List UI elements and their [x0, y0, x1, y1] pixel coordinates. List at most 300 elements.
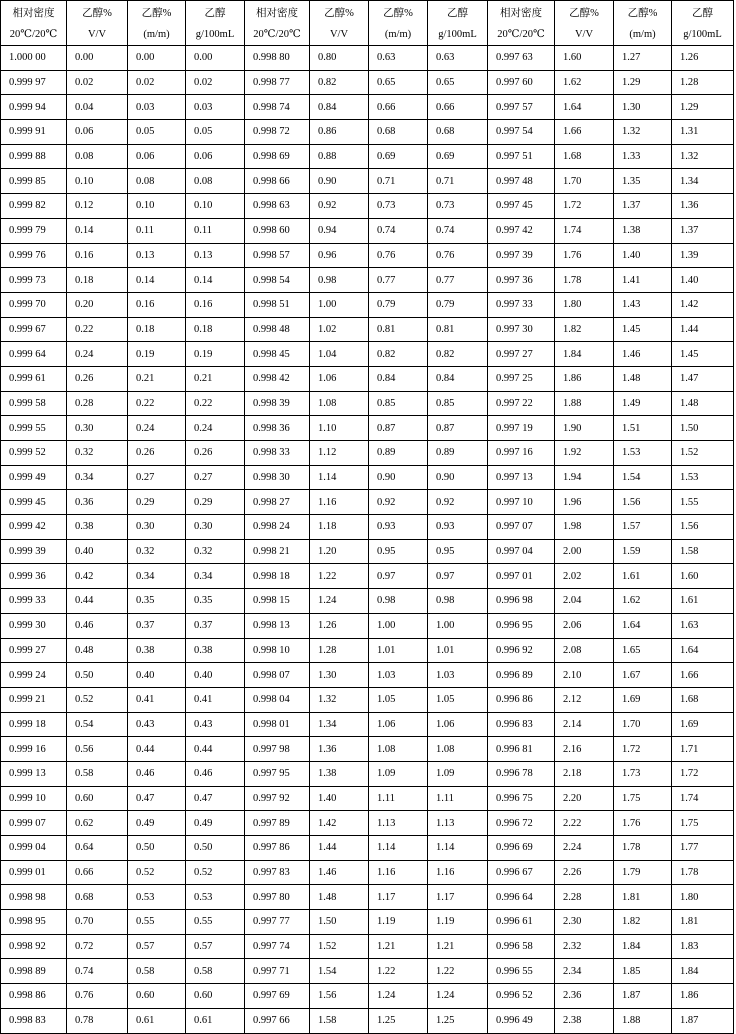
- table-cell: 1.69: [672, 712, 734, 737]
- table-cell: 0.996 81: [488, 737, 555, 762]
- table-cell: 0.20: [67, 292, 128, 317]
- table-row: [1, 366, 734, 391]
- table-cell: 1.80: [555, 292, 614, 317]
- table-row: [1, 95, 734, 120]
- table-cell: 2.30: [555, 910, 614, 935]
- table-cell: 1.94: [555, 465, 614, 490]
- table-cell: 0.29: [128, 490, 186, 515]
- table-cell: 0.999 30: [1, 613, 67, 638]
- table-row: [1, 292, 734, 317]
- column-header-unit: (m/m): [128, 23, 186, 46]
- table-cell: 0.52: [67, 687, 128, 712]
- table-cell: 0.996 72: [488, 811, 555, 836]
- table-row: [1, 243, 734, 268]
- table-cell: 0.64: [67, 836, 128, 861]
- table-cell: 0.997 60: [488, 70, 555, 95]
- table-cell: 1.11: [428, 786, 488, 811]
- table-cell: 1.84: [614, 934, 672, 959]
- table-cell: 1.06: [369, 712, 428, 737]
- table-cell: 1.30: [614, 95, 672, 120]
- table-cell: 0.999 27: [1, 638, 67, 663]
- table-cell: 0.999 55: [1, 416, 67, 441]
- table-row: [1, 70, 734, 95]
- table-cell: 1.19: [369, 910, 428, 935]
- table-cell: 1.63: [672, 613, 734, 638]
- header-row-bottom: [1, 23, 734, 46]
- table-row: [1, 342, 734, 367]
- table-cell: 0.997 04: [488, 539, 555, 564]
- table-cell: 0.35: [186, 589, 245, 614]
- table-cell: 1.68: [672, 687, 734, 712]
- table-cell: 1.14: [369, 836, 428, 861]
- table-cell: 0.996 52: [488, 984, 555, 1009]
- table-cell: 0.998 66: [245, 169, 310, 194]
- table-cell: 0.08: [186, 169, 245, 194]
- table-cell: 0.37: [186, 613, 245, 638]
- table-cell: 0.26: [67, 366, 128, 391]
- table-cell: 1.84: [672, 959, 734, 984]
- table-cell: 0.66: [67, 860, 128, 885]
- table-cell: 1.28: [310, 638, 369, 663]
- table-cell: 0.82: [369, 342, 428, 367]
- column-header: 乙醇: [186, 1, 245, 24]
- table-cell: 0.10: [128, 194, 186, 219]
- table-row: [1, 218, 734, 243]
- table-cell: 0.999 49: [1, 465, 67, 490]
- table-row: [1, 515, 734, 540]
- table-cell: 2.18: [555, 761, 614, 786]
- table-cell: 0.53: [128, 885, 186, 910]
- table-cell: 2.08: [555, 638, 614, 663]
- table-cell: 2.24: [555, 836, 614, 861]
- table-cell: 0.999 94: [1, 95, 67, 120]
- table-cell: 1.56: [310, 984, 369, 1009]
- table-row: [1, 564, 734, 589]
- table-cell: 0.13: [128, 243, 186, 268]
- table-cell: 1.22: [369, 959, 428, 984]
- table-cell: 0.71: [369, 169, 428, 194]
- table-cell: 1.80: [672, 885, 734, 910]
- table-cell: 0.79: [428, 292, 488, 317]
- table-cell: 1.87: [614, 984, 672, 1009]
- table-cell: 1.86: [672, 984, 734, 1009]
- table-cell: 0.50: [128, 836, 186, 861]
- table-cell: 0.12: [67, 194, 128, 219]
- table-cell: 1.64: [672, 638, 734, 663]
- table-cell: 0.996 67: [488, 860, 555, 885]
- table-cell: 0.997 80: [245, 885, 310, 910]
- table-cell: 2.34: [555, 959, 614, 984]
- table-cell: 0.998 60: [245, 218, 310, 243]
- table-row: [1, 268, 734, 293]
- table-cell: 0.44: [186, 737, 245, 762]
- table-cell: 0.998 83: [1, 1008, 67, 1033]
- table-cell: 0.41: [186, 687, 245, 712]
- table-cell: 0.999 33: [1, 589, 67, 614]
- table-cell: 1.36: [672, 194, 734, 219]
- table-cell: 1.33: [614, 144, 672, 169]
- table-row: [1, 490, 734, 515]
- table-cell: 1.45: [614, 317, 672, 342]
- table-cell: 1.00: [310, 292, 369, 317]
- table-cell: 1.60: [555, 46, 614, 71]
- table-row: [1, 589, 734, 614]
- table-cell: 1.36: [310, 737, 369, 762]
- table-cell: 1.84: [555, 342, 614, 367]
- table-cell: 0.32: [67, 441, 128, 466]
- table-cell: 0.998 98: [1, 885, 67, 910]
- table-row: [1, 860, 734, 885]
- table-cell: 0.69: [428, 144, 488, 169]
- table-cell: 0.98: [369, 589, 428, 614]
- table-row: [1, 465, 734, 490]
- table-cell: 1.52: [672, 441, 734, 466]
- table-cell: 1.16: [428, 860, 488, 885]
- table-cell: 1.62: [614, 589, 672, 614]
- table-cell: 0.60: [128, 984, 186, 1009]
- table-row: [1, 910, 734, 935]
- table-cell: 0.77: [369, 268, 428, 293]
- table-cell: 0.998 74: [245, 95, 310, 120]
- table-cell: 0.998 86: [1, 984, 67, 1009]
- table-cell: 0.999 01: [1, 860, 67, 885]
- table-cell: 1.69: [614, 687, 672, 712]
- table-row: [1, 959, 734, 984]
- table-cell: 0.19: [186, 342, 245, 367]
- table-cell: 0.49: [186, 811, 245, 836]
- table-cell: 1.46: [614, 342, 672, 367]
- table-cell: 0.52: [186, 860, 245, 885]
- table-cell: 0.998 92: [1, 934, 67, 959]
- table-cell: 0.61: [186, 1008, 245, 1033]
- table-cell: 1.70: [614, 712, 672, 737]
- table-cell: 1.50: [672, 416, 734, 441]
- table-cell: 1.45: [672, 342, 734, 367]
- table-cell: 0.998 95: [1, 910, 67, 935]
- table-cell: 0.89: [369, 441, 428, 466]
- table-cell: 0.26: [128, 441, 186, 466]
- table-cell: 0.82: [428, 342, 488, 367]
- column-header: 乙醇%: [128, 1, 186, 24]
- table-cell: 0.84: [428, 366, 488, 391]
- table-cell: 1.71: [672, 737, 734, 762]
- table-cell: 0.999 18: [1, 712, 67, 737]
- table-cell: 0.997 10: [488, 490, 555, 515]
- table-cell: 0.38: [67, 515, 128, 540]
- table-cell: 1.88: [614, 1008, 672, 1033]
- table-cell: 1.20: [310, 539, 369, 564]
- table-cell: 0.44: [67, 589, 128, 614]
- table-cell: 1.14: [428, 836, 488, 861]
- table-cell: 0.24: [186, 416, 245, 441]
- table-cell: 0.997 13: [488, 465, 555, 490]
- table-cell: 0.997 42: [488, 218, 555, 243]
- table-cell: 1.30: [310, 663, 369, 688]
- table-cell: 0.98: [428, 589, 488, 614]
- table-cell: 0.68: [67, 885, 128, 910]
- table-cell: 0.997 95: [245, 761, 310, 786]
- table-cell: 1.22: [310, 564, 369, 589]
- table-cell: 0.55: [186, 910, 245, 935]
- table-cell: 1.58: [310, 1008, 369, 1033]
- table-cell: 0.999 52: [1, 441, 67, 466]
- table-cell: 0.63: [428, 46, 488, 71]
- table-cell: 0.997 83: [245, 860, 310, 885]
- table-cell: 1.32: [614, 120, 672, 145]
- table-cell: 0.998 21: [245, 539, 310, 564]
- table-cell: 0.18: [186, 317, 245, 342]
- table-cell: 0.98: [310, 268, 369, 293]
- table-cell: 0.69: [369, 144, 428, 169]
- table-cell: 1.58: [672, 539, 734, 564]
- table-cell: 0.999 67: [1, 317, 67, 342]
- table-cell: 1.28: [672, 70, 734, 95]
- column-header: 乙醇%: [310, 1, 369, 24]
- table-cell: 0.998 54: [245, 268, 310, 293]
- table-cell: 0.10: [67, 169, 128, 194]
- table-cell: 0.08: [67, 144, 128, 169]
- table-cell: 0.06: [67, 120, 128, 145]
- table-cell: 1.60: [672, 564, 734, 589]
- table-cell: 0.999 39: [1, 539, 67, 564]
- table-cell: 0.26: [186, 441, 245, 466]
- table-row: [1, 811, 734, 836]
- table-cell: 0.996 58: [488, 934, 555, 959]
- table-cell: 1.70: [555, 169, 614, 194]
- table-cell: 0.80: [310, 46, 369, 71]
- table-cell: 2.10: [555, 663, 614, 688]
- table-cell: 1.06: [310, 366, 369, 391]
- table-cell: 1.72: [672, 761, 734, 786]
- table-cell: 0.997 30: [488, 317, 555, 342]
- table-cell: 0.997 25: [488, 366, 555, 391]
- table-cell: 0.90: [369, 465, 428, 490]
- column-header-unit: g/100mL: [672, 23, 734, 46]
- table-cell: 0.997 01: [488, 564, 555, 589]
- column-header-unit: (m/m): [614, 23, 672, 46]
- table-cell: 1.41: [614, 268, 672, 293]
- table-cell: 0.998 07: [245, 663, 310, 688]
- table-cell: 1.13: [369, 811, 428, 836]
- table-cell: 0.68: [369, 120, 428, 145]
- table-cell: 0.92: [369, 490, 428, 515]
- table-cell: 0.997 69: [245, 984, 310, 1009]
- table-cell: 1.34: [672, 169, 734, 194]
- table-cell: 0.77: [428, 268, 488, 293]
- table-cell: 0.999 73: [1, 268, 67, 293]
- table-cell: 0.37: [128, 613, 186, 638]
- column-header-unit: V/V: [67, 23, 128, 46]
- table-cell: 0.999 36: [1, 564, 67, 589]
- table-cell: 0.55: [128, 910, 186, 935]
- table-cell: 1.98: [555, 515, 614, 540]
- table-cell: 1.48: [614, 366, 672, 391]
- table-cell: 1.73: [614, 761, 672, 786]
- table-cell: 1.26: [672, 46, 734, 71]
- table-cell: 1.55: [672, 490, 734, 515]
- table-cell: 1.05: [369, 687, 428, 712]
- table-cell: 0.65: [428, 70, 488, 95]
- table-cell: 0.76: [428, 243, 488, 268]
- table-cell: 1.82: [614, 910, 672, 935]
- table-cell: 0.54: [67, 712, 128, 737]
- table-header: [1, 1, 734, 46]
- table-cell: 1.68: [555, 144, 614, 169]
- table-cell: 1.21: [369, 934, 428, 959]
- table-cell: 0.998 30: [245, 465, 310, 490]
- table-cell: 0.03: [186, 95, 245, 120]
- table-cell: 0.95: [369, 539, 428, 564]
- table-cell: 0.997 27: [488, 342, 555, 367]
- table-cell: 1.08: [369, 737, 428, 762]
- table-cell: 1.56: [614, 490, 672, 515]
- table-cell: 0.998 77: [245, 70, 310, 95]
- table-cell: 0.38: [128, 638, 186, 663]
- table-cell: 0.998 27: [245, 490, 310, 515]
- table-cell: 1.44: [310, 836, 369, 861]
- table-cell: 0.71: [428, 169, 488, 194]
- table-row: [1, 737, 734, 762]
- table-cell: 0.93: [428, 515, 488, 540]
- table-cell: 1.09: [428, 761, 488, 786]
- table-cell: 0.999 82: [1, 194, 67, 219]
- table-cell: 1.79: [614, 860, 672, 885]
- column-header: 相对密度: [245, 1, 310, 24]
- table-cell: 0.56: [67, 737, 128, 762]
- table-cell: 0.41: [128, 687, 186, 712]
- table-cell: 0.999 10: [1, 786, 67, 811]
- table-cell: 1.76: [614, 811, 672, 836]
- table-cell: 0.998 72: [245, 120, 310, 145]
- table-cell: 1.38: [310, 761, 369, 786]
- table-cell: 1.77: [672, 836, 734, 861]
- table-cell: 1.29: [614, 70, 672, 95]
- table-cell: 0.62: [67, 811, 128, 836]
- table-row: [1, 391, 734, 416]
- table-cell: 1.61: [672, 589, 734, 614]
- table-cell: 1.48: [310, 885, 369, 910]
- table-cell: 1.01: [428, 638, 488, 663]
- table-cell: 0.996 92: [488, 638, 555, 663]
- table-cell: 1.88: [555, 391, 614, 416]
- table-cell: 0.19: [128, 342, 186, 367]
- table-cell: 1.72: [555, 194, 614, 219]
- table-row: [1, 663, 734, 688]
- table-cell: 0.00: [128, 46, 186, 71]
- table-cell: 0.73: [428, 194, 488, 219]
- table-cell: 0.996 78: [488, 761, 555, 786]
- table-cell: 1.42: [672, 292, 734, 317]
- table-cell: 0.89: [428, 441, 488, 466]
- table-cell: 1.22: [428, 959, 488, 984]
- table-cell: 0.05: [128, 120, 186, 145]
- table-cell: 1.67: [614, 663, 672, 688]
- table-cell: 0.997 98: [245, 737, 310, 762]
- table-cell: 0.998 10: [245, 638, 310, 663]
- table-cell: 0.999 61: [1, 366, 67, 391]
- table-row: [1, 169, 734, 194]
- table-cell: 0.46: [128, 761, 186, 786]
- table-cell: 1.08: [428, 737, 488, 762]
- table-cell: 0.36: [67, 490, 128, 515]
- table-row: [1, 786, 734, 811]
- table-cell: 0.997 22: [488, 391, 555, 416]
- table-row: [1, 687, 734, 712]
- table-cell: 0.14: [186, 268, 245, 293]
- table-cell: 0.47: [186, 786, 245, 811]
- table-cell: 2.36: [555, 984, 614, 1009]
- table-cell: 0.14: [67, 218, 128, 243]
- header-row-top: [1, 1, 734, 24]
- column-header-unit: V/V: [555, 23, 614, 46]
- column-header-unit: V/V: [310, 23, 369, 46]
- table-cell: 1.29: [672, 95, 734, 120]
- table-cell: 0.84: [310, 95, 369, 120]
- table-cell: 0.88: [310, 144, 369, 169]
- table-cell: 0.60: [67, 786, 128, 811]
- table-cell: 2.12: [555, 687, 614, 712]
- table-cell: 0.21: [128, 366, 186, 391]
- table-cell: 0.27: [128, 465, 186, 490]
- table-cell: 0.996 69: [488, 836, 555, 861]
- table-cell: 0.92: [310, 194, 369, 219]
- table-cell: 2.20: [555, 786, 614, 811]
- table-cell: 1.04: [310, 342, 369, 367]
- table-cell: 0.996 83: [488, 712, 555, 737]
- table-cell: 0.04: [67, 95, 128, 120]
- table-cell: 0.78: [67, 1008, 128, 1033]
- table-cell: 0.86: [310, 120, 369, 145]
- table-cell: 1.90: [555, 416, 614, 441]
- table-cell: 1.12: [310, 441, 369, 466]
- table-cell: 0.997 66: [245, 1008, 310, 1033]
- table-cell: 0.997 36: [488, 268, 555, 293]
- table-cell: 1.53: [672, 465, 734, 490]
- column-header: 乙醇: [672, 1, 734, 24]
- table-cell: 2.02: [555, 564, 614, 589]
- table-cell: 1.00: [369, 613, 428, 638]
- table-cell: 0.05: [186, 120, 245, 145]
- table-cell: 0.90: [428, 465, 488, 490]
- table-cell: 0.996 75: [488, 786, 555, 811]
- table-cell: 0.996 95: [488, 613, 555, 638]
- table-cell: 2.32: [555, 934, 614, 959]
- table-cell: 1.56: [672, 515, 734, 540]
- table-cell: 1.85: [614, 959, 672, 984]
- table-cell: 0.999 97: [1, 70, 67, 95]
- table-cell: 2.14: [555, 712, 614, 737]
- table-cell: 1.13: [428, 811, 488, 836]
- table-cell: 1.74: [672, 786, 734, 811]
- table-cell: 0.998 18: [245, 564, 310, 589]
- table-cell: 0.50: [67, 663, 128, 688]
- table-cell: 0.999 64: [1, 342, 67, 367]
- table-cell: 0.997 16: [488, 441, 555, 466]
- table-cell: 1.02: [310, 317, 369, 342]
- table-cell: 0.38: [186, 638, 245, 663]
- table-cell: 0.40: [67, 539, 128, 564]
- table-cell: 0.998 80: [245, 46, 310, 71]
- table-cell: 1.18: [310, 515, 369, 540]
- table-cell: 0.997 71: [245, 959, 310, 984]
- table-cell: 0.03: [128, 95, 186, 120]
- table-cell: 0.997 51: [488, 144, 555, 169]
- table-cell: 2.06: [555, 613, 614, 638]
- table-cell: 0.58: [67, 761, 128, 786]
- table-cell: 1.37: [614, 194, 672, 219]
- table-cell: 1.48: [672, 391, 734, 416]
- table-cell: 0.996 49: [488, 1008, 555, 1033]
